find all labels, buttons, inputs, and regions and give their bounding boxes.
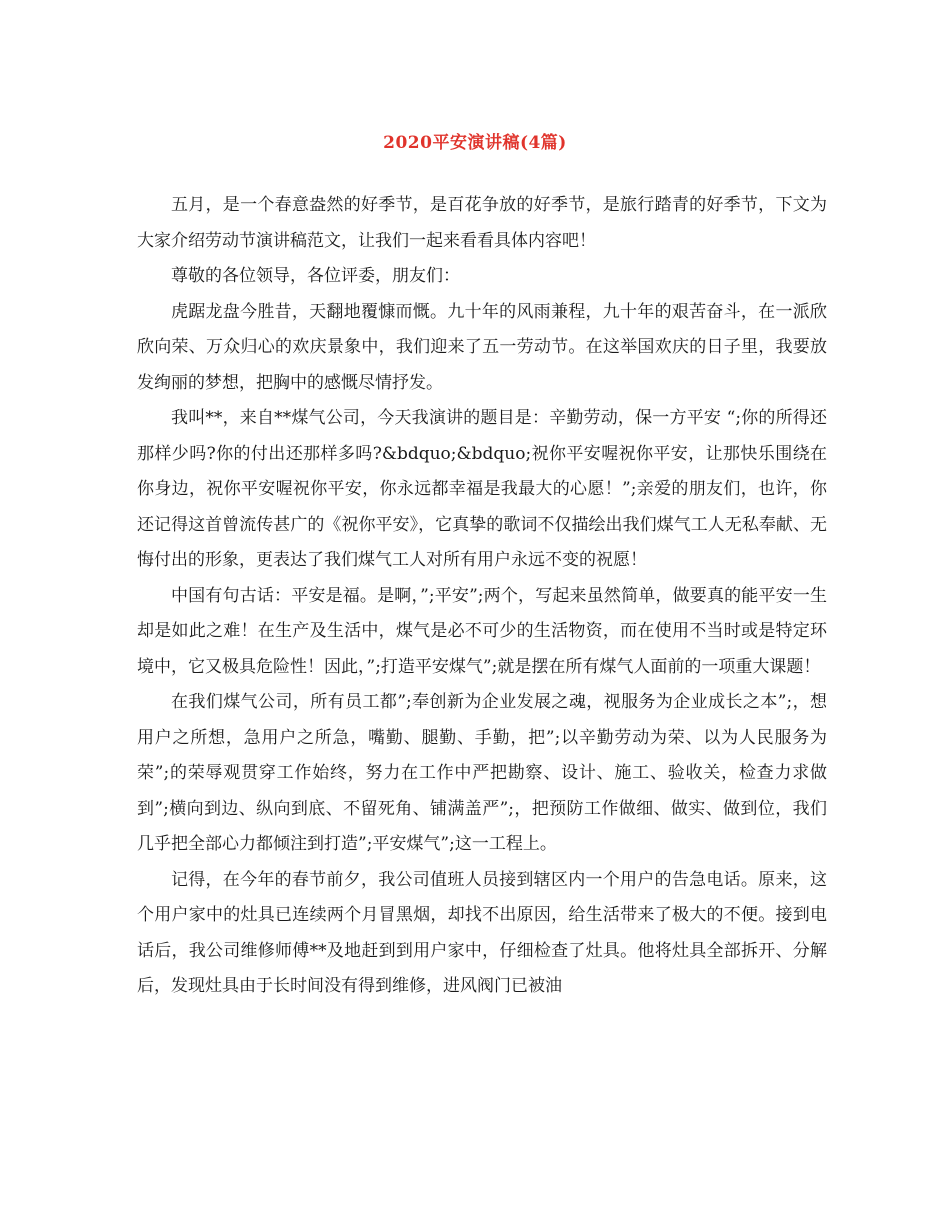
paragraph-story: 记得，在今年的春节前夕，我公司值班人员接到辖区内一个用户的告急电话。原来，这个用户家中的灶具已连续两个月冒黑烟，却找不出原因，给生活带来了极大的不便。接到电话后，我公司维修师傅**及地赶到到用户家中，仔细检查了灶具。他将灶具全部拆开、分解后，发现灶具由于长时间没有得到维修，进风阀门已被油 [137, 869, 827, 996]
document-body [137, 188, 827, 1005]
paragraph-opening: 虎踞龙盘今胜昔，天翻地覆慷而慨。九十年的风雨兼程，九十年的艰苦奋斗，在一派欣欣向荣、万众归心的欢庆景象中，我们迎来了五一劳动节。在这举国欢庆的日子里，我要放发绚丽的梦想，把胸中的感慨尽情抒发。 [137, 301, 827, 393]
paragraph-safety-saying: 中国有句古话：平安是福。是啊，”;平安”;两个，写起来虽然简单，做要真的能平安一生却是如此之难！在生产及生活中，煤气是必不可少的生活物资，而在使用不当时或是特定环境中，它又极具危险性！因此，”;打造平安煤气”;就是摆在所有煤气人面前的一项重大课题！ [137, 585, 827, 677]
paragraph-company-service: 在我们煤气公司，所有员工都”;奉创新为企业发展之魂，视服务为企业成长之本”;，想用户之所想，急用户之所急，嘴勤、腿勤、手勤，把”;以辛勤劳动为荣、以为人民服务为荣”;的荣辱观贯穿工作始终，努力在工作中严把勘察、设计、施工、验收关，检查力求做到”;横向到边、纵向到底、不留死角、铺满盖严”;，把预防工作做细、做实、做到位，我们几乎把全部心力都倾注到打造”;平安煤气”;这一工程上。 [137, 692, 827, 854]
paragraph-self-introduction: 我叫**，来自**煤气公司，今天我演讲的题目是：辛勤劳动，保一方平安 “;你的所得还那样少吗?你的付出还那样多吗?&bdquo;&bdquo;祝你平安喔祝你平安，让那快乐围绕在你身边，祝你平安喔祝你平安，你永远都幸福是我最大的心愿！”;亲爱的朋友们，也许，你还记得这首曾流传甚广的《祝你平安》，它真挚的歌词不仅描绘出我们煤气工人无私奉献、无悔付出的形象，更表达了我们煤气工人对所有用户永远不变的祝愿！ [137, 408, 827, 570]
document-title: 2020平安演讲稿(4篇) [383, 133, 567, 153]
paragraph-greeting: 尊敬的各位领导，各位评委，朋友们： [171, 266, 460, 286]
paragraph-intro: 五月，是一个春意盎然的好季节，是百花争放的好季节，是旅行踏青的好季节，下文为大家介绍劳动节演讲稿范文，让我们一起来看看具体内容吧！ [137, 195, 827, 251]
